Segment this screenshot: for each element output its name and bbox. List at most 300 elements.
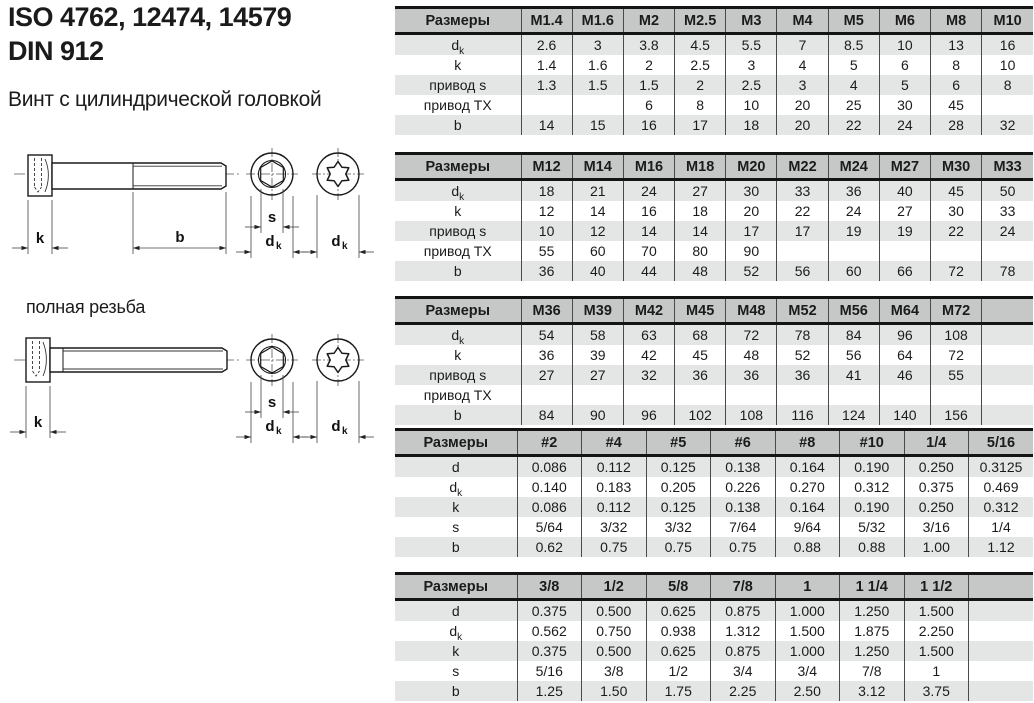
hex-socket-end-view <box>236 334 308 443</box>
dimension-value: 2.5 <box>726 75 777 95</box>
dim-label-dk: d <box>265 418 275 435</box>
dimension-value: 8 <box>931 55 982 75</box>
row-label: b <box>395 681 517 701</box>
dimension-value: 0.3125 <box>969 456 1034 478</box>
dimension-value: 3/32 <box>646 517 711 537</box>
dimension-value: 1.250 <box>840 641 905 661</box>
dimension-value: 1.25 <box>517 681 582 701</box>
size-column-header <box>982 298 1033 324</box>
metric-table-m1_4-m10 <box>395 6 1033 135</box>
dimension-value: 0.086 <box>517 497 582 517</box>
dimension-value: 60 <box>572 241 623 261</box>
size-column-header: M45 <box>675 298 726 324</box>
dimension-value: 156 <box>931 405 982 425</box>
dim-label-dk: d <box>331 418 341 435</box>
dimension-value: 2 <box>623 55 674 75</box>
dimension-value: 2 <box>675 75 726 95</box>
size-column-header: M2 <box>623 8 674 34</box>
dimension-value: 0.112 <box>582 497 647 517</box>
dimension-value: 1.12 <box>969 537 1034 557</box>
dimension-value: 90 <box>572 405 623 425</box>
dimension-value: 27 <box>879 201 930 221</box>
size-column-header: M39 <box>572 298 623 324</box>
dimension-value: 40 <box>572 261 623 281</box>
size-column-header: #5 <box>646 430 711 456</box>
size-column-header: 7/8 <box>711 574 776 600</box>
size-column-header: M5 <box>828 8 879 34</box>
dimension-value <box>982 365 1033 385</box>
dimension-value: 10 <box>726 95 777 115</box>
row-label: b <box>395 405 521 425</box>
row-label: b <box>395 261 521 281</box>
table-row <box>395 75 1033 95</box>
dimension-value: 12 <box>521 201 572 221</box>
table-corner-header: Размеры <box>395 8 521 34</box>
torx-end-view <box>302 334 374 443</box>
dimension-value: 33 <box>982 201 1033 221</box>
dimension-value: 0.875 <box>711 641 776 661</box>
table-row <box>395 497 1033 517</box>
dimension-value: 90 <box>726 241 777 261</box>
full-thread-label: полная резьба <box>26 297 146 317</box>
dimension-value: 16 <box>623 115 674 135</box>
dimension-value: 32 <box>982 115 1033 135</box>
dimension-value: 54 <box>521 324 572 346</box>
row-label: $d_k$ <box>395 324 521 346</box>
screw-shank <box>50 348 227 372</box>
dimension-value: 22 <box>931 221 982 241</box>
table-row <box>395 537 1033 557</box>
size-column-header: M1.4 <box>521 8 572 34</box>
dimension-value: 18 <box>675 201 726 221</box>
dimension-value: 0.625 <box>646 641 711 661</box>
row-label: s <box>452 519 460 535</box>
row-label: $d_k$ <box>449 479 463 497</box>
dimension-value: 0.125 <box>646 497 711 517</box>
dimension-value: 16 <box>623 201 674 221</box>
dimension-value: 0.62 <box>517 537 582 557</box>
dimension-value: 1.500 <box>904 641 969 661</box>
dimension-value: 48 <box>726 345 777 365</box>
dimension-value: 24 <box>623 180 674 202</box>
dimension-value: 1.875 <box>840 621 905 641</box>
dim-label-s: s <box>267 394 277 411</box>
dimension-value: 18 <box>726 115 777 135</box>
dim-label-b: b <box>175 229 185 246</box>
dimension-value: 56 <box>777 261 828 281</box>
dimension-value: 14 <box>521 115 572 135</box>
size-column-header: #10 <box>840 430 905 456</box>
row-label: d <box>395 600 517 622</box>
table-row <box>395 345 1033 365</box>
dimension-value: 36 <box>828 180 879 202</box>
table-row <box>395 365 1033 385</box>
size-column-header: M48 <box>726 298 777 324</box>
size-column-header: 1 1/4 <box>840 574 905 600</box>
dimension-value: 0.625 <box>646 600 711 622</box>
dimension-value: 25 <box>828 95 879 115</box>
dimension-value: 15 <box>572 115 623 135</box>
dimension-value: 10 <box>982 55 1033 75</box>
dim-label-k: k <box>33 414 43 431</box>
dimension-value: 0.205 <box>646 477 711 497</box>
table-row <box>395 477 1033 497</box>
table-row <box>395 261 1033 281</box>
dimension-value: 0.375 <box>517 641 582 661</box>
size-column-header: 3/8 <box>517 574 582 600</box>
dimension-value: 0.500 <box>582 641 647 661</box>
dimension-value: 9/64 <box>775 517 840 537</box>
dimension-value: 10 <box>879 34 930 56</box>
dimension-value: 84 <box>828 324 879 346</box>
dimension-value: 0.138 <box>711 456 776 478</box>
dimension-value: 55 <box>521 241 572 261</box>
dimension-value: 16 <box>982 34 1033 56</box>
dim-label-dk-sub: k <box>342 426 348 437</box>
dimension-value: 4 <box>828 75 879 95</box>
row-label: s <box>452 663 460 679</box>
hex-socket-end-view <box>236 148 308 258</box>
dimension-value: 0.164 <box>775 456 840 478</box>
row-label: привод TX <box>423 97 492 113</box>
row-label: $d_k$ <box>395 34 521 56</box>
dimension-value: 2.50 <box>775 681 840 701</box>
dimension-value <box>726 385 777 405</box>
size-column-header: M8 <box>931 8 982 34</box>
dimension-value: 4 <box>777 55 828 75</box>
dimension-value: 6 <box>931 75 982 95</box>
dimension-value: 0.562 <box>517 621 582 641</box>
dimension-value <box>828 385 879 405</box>
size-column-header: M14 <box>572 154 623 180</box>
dimension-value: 1.500 <box>775 621 840 641</box>
size-column-header: M36 <box>521 298 572 324</box>
dimension-value: 24 <box>982 221 1033 241</box>
dimension-value: 0.250 <box>904 456 969 478</box>
dimension-value: 14 <box>623 221 674 241</box>
dimension-value: 84 <box>521 405 572 425</box>
dimension-value: 60 <box>828 261 879 281</box>
row-label: привод s <box>395 221 521 241</box>
dimension-value: 108 <box>931 324 982 346</box>
dimension-value <box>982 324 1033 346</box>
table-row <box>395 405 1033 425</box>
dimension-value <box>572 95 623 115</box>
row-label: k <box>454 347 462 363</box>
row-label: привод s <box>395 75 521 95</box>
dimension-value: 1.000 <box>775 600 840 622</box>
dimension-value: 5/64 <box>517 517 582 537</box>
table-row <box>395 180 1033 202</box>
dimension-value: 21 <box>572 180 623 202</box>
dimension-value: 1 <box>904 661 969 681</box>
dimension-value: 0.125 <box>646 456 711 478</box>
dimension-value: 14 <box>572 201 623 221</box>
dimension-value: 5 <box>828 55 879 75</box>
dimension-value: 5/16 <box>517 661 582 681</box>
dimension-value: 0.469 <box>969 477 1034 497</box>
dimension-value: 36 <box>777 365 828 385</box>
dimension-value: 2.5 <box>675 55 726 75</box>
size-column-header: M64 <box>879 298 930 324</box>
dimension-value: 108 <box>726 405 777 425</box>
dimension-value: 7 <box>777 34 828 56</box>
dimension-value: 1.312 <box>711 621 776 641</box>
dimension-value: 78 <box>777 324 828 346</box>
dimension-value: 0.250 <box>904 497 969 517</box>
dimension-value: 30 <box>726 180 777 202</box>
size-column-header: M72 <box>931 298 982 324</box>
dimension-value: 52 <box>726 261 777 281</box>
row-label: b <box>395 537 517 557</box>
dimension-value: 3.12 <box>840 681 905 701</box>
dimension-value: 50 <box>982 180 1033 202</box>
dimension-value: 0.500 <box>582 600 647 622</box>
dimension-value: 6 <box>623 95 674 115</box>
dimension-value: 0.875 <box>711 600 776 622</box>
dimension-value: 8.5 <box>828 34 879 56</box>
size-column-header: M30 <box>931 154 982 180</box>
dimension-value: 1.250 <box>840 600 905 622</box>
dimension-value: 78 <box>982 261 1033 281</box>
dimension-value <box>931 241 982 261</box>
dimension-value: 5 <box>879 75 930 95</box>
dim-label-s: s <box>267 209 277 226</box>
dimension-value: 0.112 <box>582 456 647 478</box>
dimension-value: 19 <box>828 221 879 241</box>
dimension-value: 56 <box>828 345 879 365</box>
dimension-value: 66 <box>879 261 930 281</box>
dimension-value: 80 <box>675 241 726 261</box>
row-label: b <box>395 115 521 135</box>
dimension-value: 3/4 <box>775 661 840 681</box>
dimension-value: 13 <box>931 34 982 56</box>
dimension-value: 0.140 <box>517 477 582 497</box>
dimension-value: 0.88 <box>775 537 840 557</box>
size-column-header: M12 <box>521 154 572 180</box>
row-label: привод TX <box>423 387 492 403</box>
dimension-value: 45 <box>675 345 726 365</box>
dimension-value <box>675 385 726 405</box>
dimension-value: 24 <box>879 115 930 135</box>
dimension-value: 1.75 <box>646 681 711 701</box>
row-label: $d_k$ <box>395 180 521 202</box>
dimension-value <box>931 385 982 405</box>
dimension-value <box>982 345 1033 365</box>
table-corner-header: Размеры <box>395 154 521 180</box>
size-column-header: M18 <box>675 154 726 180</box>
dimension-value <box>969 681 1034 701</box>
dimension-value: 45 <box>931 95 982 115</box>
dimension-value: 3 <box>572 34 623 56</box>
dimension-value: 8 <box>982 75 1033 95</box>
dimension-value <box>879 241 930 261</box>
torx-end-view <box>302 148 374 258</box>
dimension-value <box>982 95 1033 115</box>
table-row <box>395 621 1033 641</box>
dimension-value: 39 <box>572 345 623 365</box>
size-column-header: M2.5 <box>675 8 726 34</box>
dimension-value: 2.6 <box>521 34 572 56</box>
dimension-value: 96 <box>623 405 674 425</box>
dimension-value: 4.5 <box>675 34 726 56</box>
dimension-value: 3 <box>726 55 777 75</box>
screw-drawing-full-thread <box>0 328 393 463</box>
imperial-table-no2-5_16 <box>395 428 1033 557</box>
row-label: k <box>454 57 462 73</box>
dimension-value <box>521 95 572 115</box>
dimension-value: 1.000 <box>775 641 840 661</box>
dimension-value: 24 <box>828 201 879 221</box>
dimension-value: 36 <box>675 365 726 385</box>
dimension-value: 48 <box>675 261 726 281</box>
dimension-value <box>777 241 828 261</box>
dimension-value: 72 <box>726 324 777 346</box>
dimension-value: 5.5 <box>726 34 777 56</box>
dim-label-dk-sub: k <box>276 426 282 437</box>
dimension-value: 19 <box>879 221 930 241</box>
torx-socket-icon <box>327 348 349 373</box>
dimension-value: 0.312 <box>840 477 905 497</box>
dimension-value: 27 <box>572 365 623 385</box>
dimension-value: 42 <box>623 345 674 365</box>
dimension-value: 18 <box>521 180 572 202</box>
dimension-value: 46 <box>879 365 930 385</box>
size-column-header: M56 <box>828 298 879 324</box>
dimension-value: 70 <box>623 241 674 261</box>
dim-label-dk: d <box>265 233 275 250</box>
dimension-value: 20 <box>726 201 777 221</box>
dimension-value: 1.50 <box>582 681 647 701</box>
size-column-header <box>969 574 1034 600</box>
row-label: k <box>395 641 517 661</box>
table-row <box>395 241 1033 261</box>
din-standard-title: DIN 912 <box>8 36 104 66</box>
dimension-value: 2.250 <box>904 621 969 641</box>
dimension-value: 20 <box>777 115 828 135</box>
dim-label-dk-sub: k <box>276 241 282 252</box>
table-row <box>395 661 1033 681</box>
table-row <box>395 385 1033 405</box>
dimension-value <box>828 241 879 261</box>
dim-label-dk: d <box>331 233 341 250</box>
dimension-value: 40 <box>879 180 930 202</box>
dimension-value: 96 <box>879 324 930 346</box>
dimension-value: 63 <box>623 324 674 346</box>
dimension-value: 102 <box>675 405 726 425</box>
page-title: ISO 4762, 12474, 14579 <box>8 2 292 32</box>
dimension-value: 20 <box>777 95 828 115</box>
left-pane <box>0 0 393 703</box>
dimension-value: 1.500 <box>904 600 969 622</box>
size-column-header: M10 <box>982 8 1033 34</box>
dimension-value: 3/16 <box>904 517 969 537</box>
row-label: привод TX <box>423 243 492 259</box>
dimension-value: 17 <box>726 221 777 241</box>
dimension-value: 0.375 <box>517 600 582 622</box>
table-row <box>395 456 1033 478</box>
dimension-value: 0.190 <box>840 456 905 478</box>
dimension-value: 3/32 <box>582 517 647 537</box>
dimension-value <box>879 385 930 405</box>
table-row <box>395 324 1033 346</box>
size-column-header: 5/8 <box>646 574 711 600</box>
dimension-value <box>969 621 1034 641</box>
size-column-header: #8 <box>775 430 840 456</box>
size-column-header: 1 1/2 <box>904 574 969 600</box>
table-row <box>395 681 1033 701</box>
dimension-value: 3.75 <box>904 681 969 701</box>
dimension-value <box>982 241 1033 261</box>
dimension-value: 5/32 <box>840 517 905 537</box>
dimension-value: 17 <box>675 115 726 135</box>
dimension-value: 0.270 <box>775 477 840 497</box>
screw-drawing-partial-thread <box>0 142 393 274</box>
dimension-value: 45 <box>931 180 982 202</box>
dimension-value: 1.6 <box>572 55 623 75</box>
size-column-header: M4 <box>777 8 828 34</box>
size-column-header: 1/4 <box>904 430 969 456</box>
dimension-value: 1.00 <box>904 537 969 557</box>
dimension-value: 22 <box>777 201 828 221</box>
dimension-value <box>777 385 828 405</box>
dimension-value: 17 <box>777 221 828 241</box>
dimension-value: 1.5 <box>623 75 674 95</box>
dimension-value: 44 <box>623 261 674 281</box>
row-label: $d_k$ <box>449 623 463 641</box>
dimension-value: 116 <box>777 405 828 425</box>
dimension-value <box>982 405 1033 425</box>
dim-label-k: k <box>35 230 45 247</box>
dimension-value: 3 <box>777 75 828 95</box>
screw-shank <box>52 163 226 189</box>
dimension-value: 0.938 <box>646 621 711 641</box>
dimension-value: 0.750 <box>582 621 647 641</box>
torx-socket-icon <box>327 162 349 187</box>
size-column-header: M20 <box>726 154 777 180</box>
dimension-value: 0.75 <box>646 537 711 557</box>
dimension-value: 55 <box>931 365 982 385</box>
dimension-value: 72 <box>931 261 982 281</box>
table-row <box>395 517 1033 537</box>
dimension-value: 52 <box>777 345 828 365</box>
dimension-value: 3/8 <box>582 661 647 681</box>
dimension-value: 27 <box>675 180 726 202</box>
dimension-value <box>969 641 1034 661</box>
metric-table-m12-m33 <box>395 152 1033 281</box>
size-column-header: M6 <box>879 8 930 34</box>
table-row <box>395 600 1033 622</box>
dimension-value: 28 <box>931 115 982 135</box>
table-corner-header: Размеры <box>395 574 517 600</box>
dimension-value: 7/64 <box>711 517 776 537</box>
dimension-value: 3/4 <box>711 661 776 681</box>
table-corner-header: Размеры <box>395 298 521 324</box>
dimension-value: 6 <box>879 55 930 75</box>
dimension-value: 0.88 <box>840 537 905 557</box>
size-column-header: M22 <box>777 154 828 180</box>
dimension-value: 58 <box>572 324 623 346</box>
dimension-value <box>572 385 623 405</box>
dimension-value: 27 <box>521 365 572 385</box>
size-column-header: M24 <box>828 154 879 180</box>
table-row <box>395 201 1033 221</box>
imperial-table-3_8-1_1_2 <box>395 572 1033 701</box>
size-column-header: 1 <box>775 574 840 600</box>
size-column-header: M27 <box>879 154 930 180</box>
dimension-value <box>969 661 1034 681</box>
row-label: d <box>395 456 517 478</box>
